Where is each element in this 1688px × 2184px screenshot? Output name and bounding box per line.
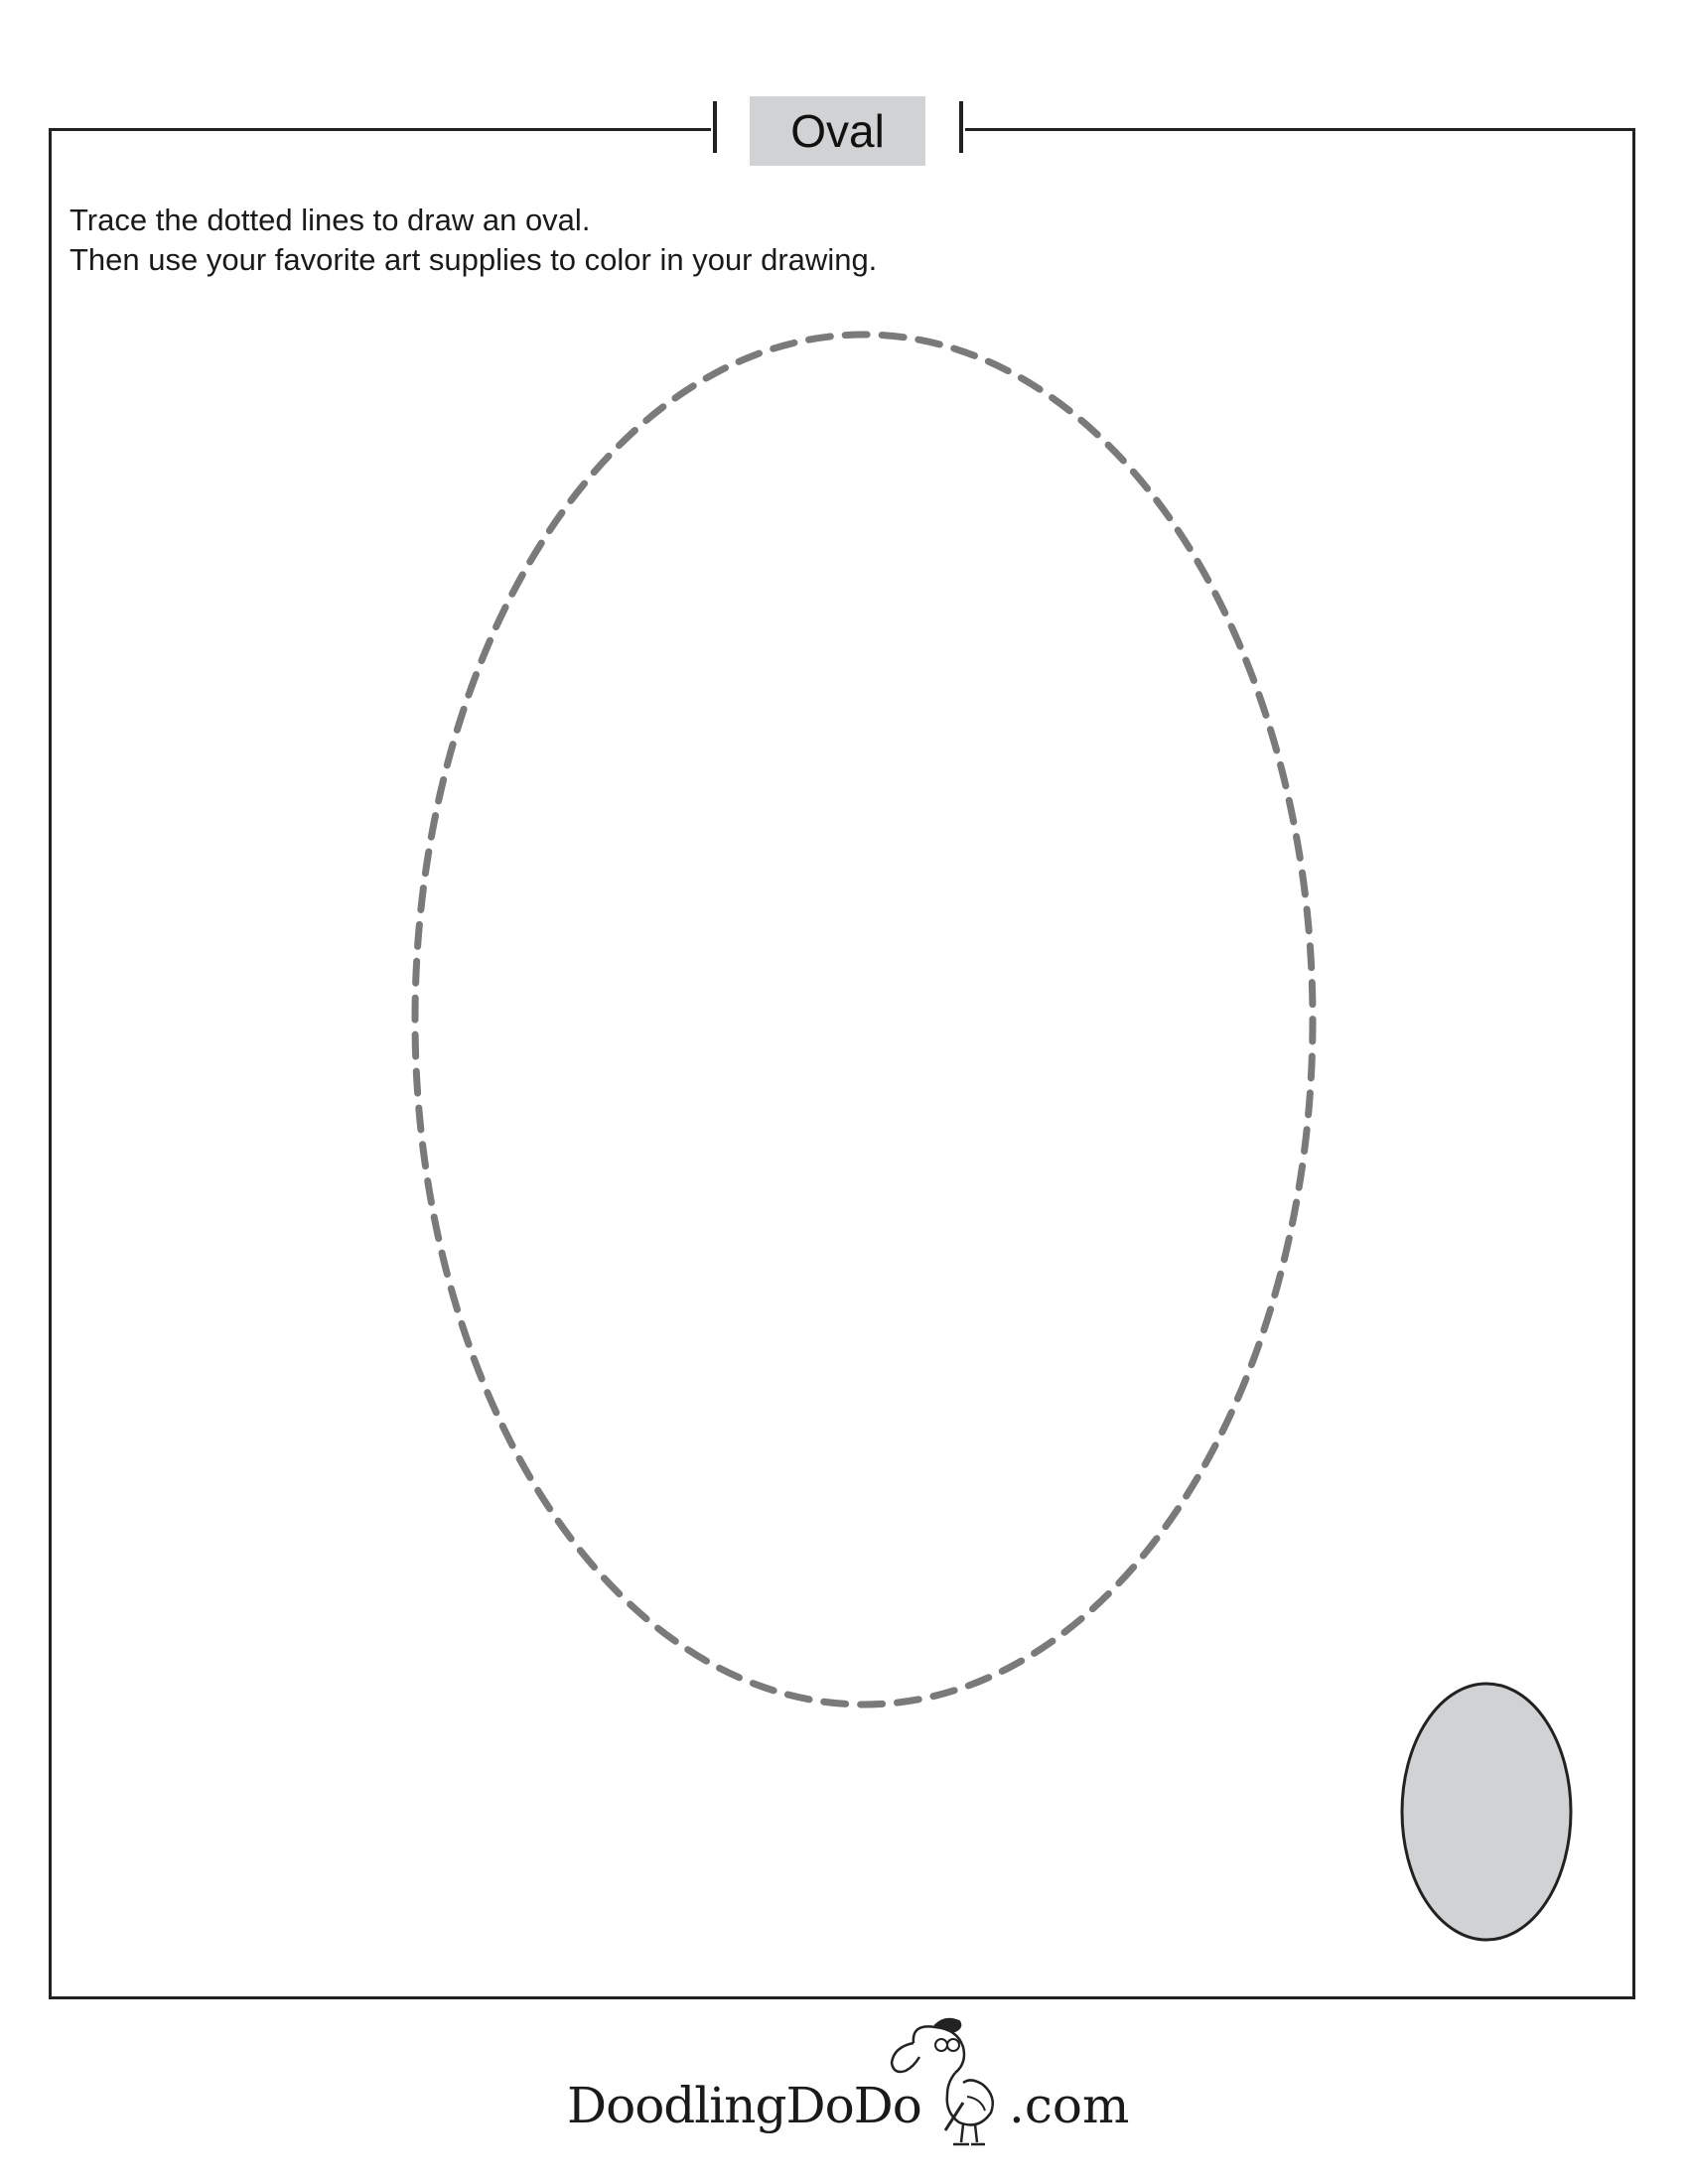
worksheet-title: Oval xyxy=(750,96,925,166)
instructions xyxy=(70,201,877,280)
instruction-line-1: Trace the dotted lines to draw an oval. xyxy=(70,203,591,237)
worksheet-frame xyxy=(49,128,1635,1999)
title-divider-left xyxy=(713,101,717,153)
instruction-line-2: Then use your favorite art supplies to color in your drawing. xyxy=(70,242,878,277)
footer-brand[interactable]: DoodlingDoDo xyxy=(567,2077,921,2134)
dodo-bird-icon xyxy=(884,2013,1011,2152)
footer-domain[interactable]: .com xyxy=(1009,2077,1130,2134)
title-divider-right xyxy=(959,101,963,153)
footer xyxy=(0,2013,1688,2172)
